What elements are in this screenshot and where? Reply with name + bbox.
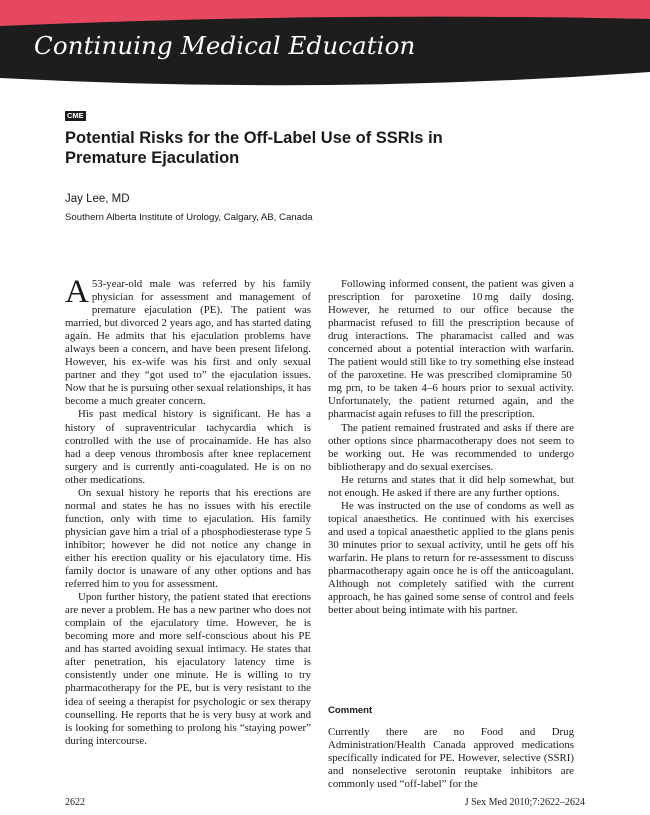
- right-column: [328, 278, 574, 617]
- comment-paragraph: Currently there are no Food and Drug Administration/Health Canada approved medications specifically indicated for PE. However, selective (SSRI) and nonselective serotonin reuptake inhibitors are commonly used “off-label” for the: [328, 726, 574, 791]
- drop-cap: A: [65, 274, 89, 310]
- body-paragraph: [65, 274, 311, 408]
- page-number: 2622: [65, 797, 85, 808]
- body-paragraph: His past medical history is significant. He has a history of supraventricular tachycardia which is controlled with the use of procainamide. He has also had a deep venous thrombosis after knee replacement surgery and is currently anti-coagulated. He is on no other medications.: [65, 408, 311, 486]
- body-paragraph: The patient remained frustrated and asks if there are other options since pharmacotherapy does not seem to be working out. He was recommended to undergo bibliotherapy and do sexual exercises.: [328, 421, 574, 473]
- cme-tag: CME: [67, 111, 84, 120]
- comment-heading: Comment: [328, 705, 373, 716]
- journal-citation: J Sex Med 2010;7:2622–2624: [464, 797, 585, 808]
- author-name: Jay Lee, MD: [65, 193, 130, 205]
- left-column: [65, 274, 311, 748]
- body-paragraph: Following informed consent, the patient was given a prescription for paroxetine 10 mg daily dosing. However, he returned to our office because the pharmacist refused to fill the prescription because of drug interactions. The pharamacist called and was concerned about a potential interaction with warfarin. The patient would still like to try something else instead of the paroxetine. He was prescribed clomipramine 50 mg prn, to be taken 4–6 hours prior to sexual activity. Unfortunately, the patient returned again, and the pharmacist again refuses to fill the prescription.: [328, 278, 574, 421]
- article-title: Potential Risks for the Off-Label Use of SSRIs in Premature Ejaculation: [65, 129, 443, 167]
- body-paragraph: Upon further history, the patient stated that erections are never a problem. He has a new partner who does not complain of the ejaculatory time. However, he is becoming more and more self-conscious about his PE and has started avoiding sexual intimacy. He states that after penetration, his ejaculatory latency time is consistently under one minute. He is willing to try pharmacotherapy for the PE, but is very resistant to the idea of seeing a therapist for psychologic or sex therapy counselling. He reports that he is very busy at work and is looking for something to prolong his “staying power” during intercourse.: [65, 591, 311, 747]
- author-affiliation: Southern Alberta Institute of Urology, Calgary, AB, Canada: [65, 212, 313, 223]
- section-banner: [0, 0, 650, 92]
- body-paragraph: On sexual history he reports that his erections are normal and states he has no issues with his erectile function, only with time to ejaculation. His family physician gave him a trial of a phosphodiesterase type 5 inhibitor; however he did not notice any change in either his erection quality or his ejaculatory time. His family doctor is unaware of any other options and has referred him to you for assessment.: [65, 486, 311, 591]
- banner-title: Continuing Medical Education: [34, 31, 416, 60]
- paragraph-text: 53-year-old male was referred by his family physician for assessment and management of premature ejaculation (PE). The patient was married, but divorced 2 years ago, and has started dating again. He admits that his ejaculation problems have always been a concern, and have been present lifelong. However, his ex-wife was his first and only sexual partner and they “got used to” the ejaculation issues. Now that he is pursuing other sexual relationships, it has become a much greater concern.: [65, 278, 311, 408]
- body-paragraph: He was instructed on the use of condoms as well as topical anaesthetics. He continued with his exercises and used a topical anaesthetic applied to the glans penis 30 minutes prior to sexual activity, until he gets off his warfarin. He plans to return for re-assessment to discuss pharmacotherapy again once he is off the anticoagulant. Although not completely satified with the current approach, he has gained some sense of control and feels better about being intimate with his partner.: [328, 499, 574, 617]
- body-paragraph: He returns and states that it did help somewhat, but not enough. He asked if there are any further options.: [328, 473, 574, 499]
